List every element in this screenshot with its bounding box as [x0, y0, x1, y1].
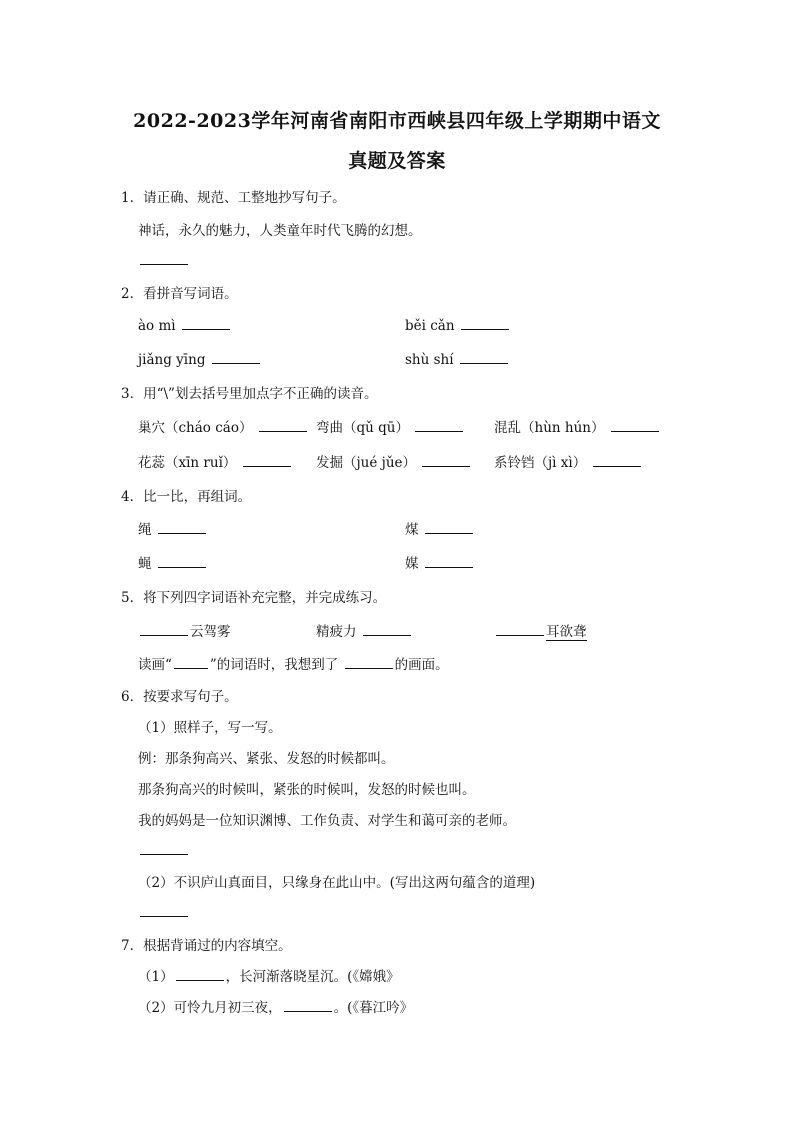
text: ”的词语时，我想到了: [209, 657, 339, 673]
q7-item-2: [138, 996, 413, 1016]
answer-blank[interactable]: [460, 349, 508, 364]
q3-item-2: [316, 416, 465, 436]
character: 煤: [405, 522, 419, 538]
character: 蝇: [138, 556, 152, 572]
answer-blank[interactable]: [259, 417, 307, 432]
answer-blank[interactable]: [212, 349, 260, 364]
q7-item-1: [138, 965, 400, 985]
answer-blank[interactable]: [425, 519, 473, 534]
q5-word-3: [494, 620, 587, 640]
q3-item-4: [138, 451, 293, 471]
q5-stem: 5．将下列四字词语补充完整，并完成练习。: [121, 590, 387, 606]
word-reading: 发掘（jué jǔe）: [316, 455, 417, 471]
q1-stem: 1．请正确、规范、工整地抄写句子。: [121, 190, 346, 206]
q3-item-5: [316, 451, 472, 471]
answer-blank[interactable]: [345, 654, 393, 669]
answer-blank[interactable]: [174, 654, 208, 669]
q3-stem: 3．用“\”划去括号里加点字不正确的读音。: [121, 386, 378, 402]
q5-word-2: [316, 620, 413, 640]
q5-reading-line: [138, 653, 449, 673]
q6-example: 例：那条狗高兴、紧张、发怒的时候都叫。: [138, 751, 395, 767]
word-part: 精疲力: [316, 624, 357, 640]
word-reading: 系铃铛（jì xì）: [494, 455, 587, 471]
answer-blank[interactable]: [243, 452, 291, 467]
q6-task: 我的妈妈是一位知识渊博、工作负责、对学生和蔼可亲的老师。: [138, 813, 516, 829]
pinyin: jiǎng yīng: [138, 352, 206, 368]
word-part: 云驾雾: [190, 624, 231, 640]
q4-item-4: [405, 552, 475, 572]
answer-blank[interactable]: [158, 553, 206, 568]
word-reading: 混乱（hùn hún）: [494, 420, 605, 436]
q6-answer-blank-2[interactable]: [138, 902, 190, 921]
page-title-line2: 真题及答案: [348, 150, 446, 172]
pinyin: běi cǎn: [405, 318, 455, 334]
answer-blank[interactable]: [363, 621, 411, 636]
word-reading: 花蕊（xīn ruǐ）: [138, 455, 237, 471]
answer-blank[interactable]: [425, 553, 473, 568]
word-reading: 巢穴（cháo cáo）: [138, 420, 253, 436]
answer-blank[interactable]: [415, 417, 463, 432]
pinyin: shù shí: [405, 352, 454, 368]
q4-stem: 4．比一比，再组词。: [121, 489, 252, 505]
q4-item-3: [138, 552, 208, 572]
answer-blank[interactable]: [611, 417, 659, 432]
answer-blank[interactable]: [422, 452, 470, 467]
text: （2）可怜九月初三夜，: [138, 1000, 282, 1016]
page-title-line1: 2022-2023学年河南省南阳市西峡县四年级上学期期中语文: [133, 110, 661, 132]
text: ，长河渐落晓星沉。(《嫦娥》: [225, 969, 400, 985]
answer-blank[interactable]: [496, 621, 544, 636]
word-part: 耳欲聋: [546, 624, 587, 640]
text: 读画“: [138, 657, 172, 673]
q6-rewrite: 那条狗高兴的时候叫，紧张的时候叫，发怒的时候也叫。: [138, 782, 476, 798]
q2-stem: 2．看拼音写词语。: [121, 286, 238, 302]
q6-part2: （2）不识庐山真面目，只缘身在此山中。(写出这两句蕴含的道理): [138, 875, 536, 891]
q6-stem: 6．按要求写句子。: [121, 689, 238, 705]
word-reading: 弯曲（qǔ qū）: [316, 420, 409, 436]
text: 。(《暮江吟》: [333, 1000, 414, 1016]
q2-item-2: [405, 315, 511, 334]
q3-item-6: [494, 451, 643, 471]
answer-blank[interactable]: [284, 997, 332, 1012]
q3-item-1: [138, 416, 309, 436]
q2-item-4: [405, 349, 510, 368]
q4-item-2: [405, 518, 475, 538]
answer-blank[interactable]: [176, 966, 224, 981]
q1-answer-blank[interactable]: [138, 250, 190, 269]
q2-item-3: [138, 349, 262, 368]
answer-blank[interactable]: [593, 452, 641, 467]
q3-item-3: [494, 416, 661, 436]
text: （1）: [138, 969, 174, 985]
q1-sentence: 神话，永久的魅力，人类童年时代飞腾的幻想。: [138, 223, 422, 239]
answer-blank[interactable]: [140, 621, 188, 636]
character: 媒: [405, 556, 419, 572]
q5-word-1: [138, 620, 231, 640]
q2-item-1: [138, 315, 232, 334]
q7-stem: 7．根据背诵过的内容填空。: [121, 938, 292, 954]
q6-part1: （1）照样子，写一写。: [138, 720, 282, 736]
text: 的画面。: [394, 657, 449, 673]
q6-answer-blank-1[interactable]: [138, 840, 190, 859]
answer-blank[interactable]: [182, 315, 230, 330]
character: 绳: [138, 522, 152, 538]
pinyin: ào mì: [138, 318, 176, 334]
answer-blank[interactable]: [158, 519, 206, 534]
answer-blank[interactable]: [461, 315, 509, 330]
q4-item-1: [138, 518, 208, 538]
